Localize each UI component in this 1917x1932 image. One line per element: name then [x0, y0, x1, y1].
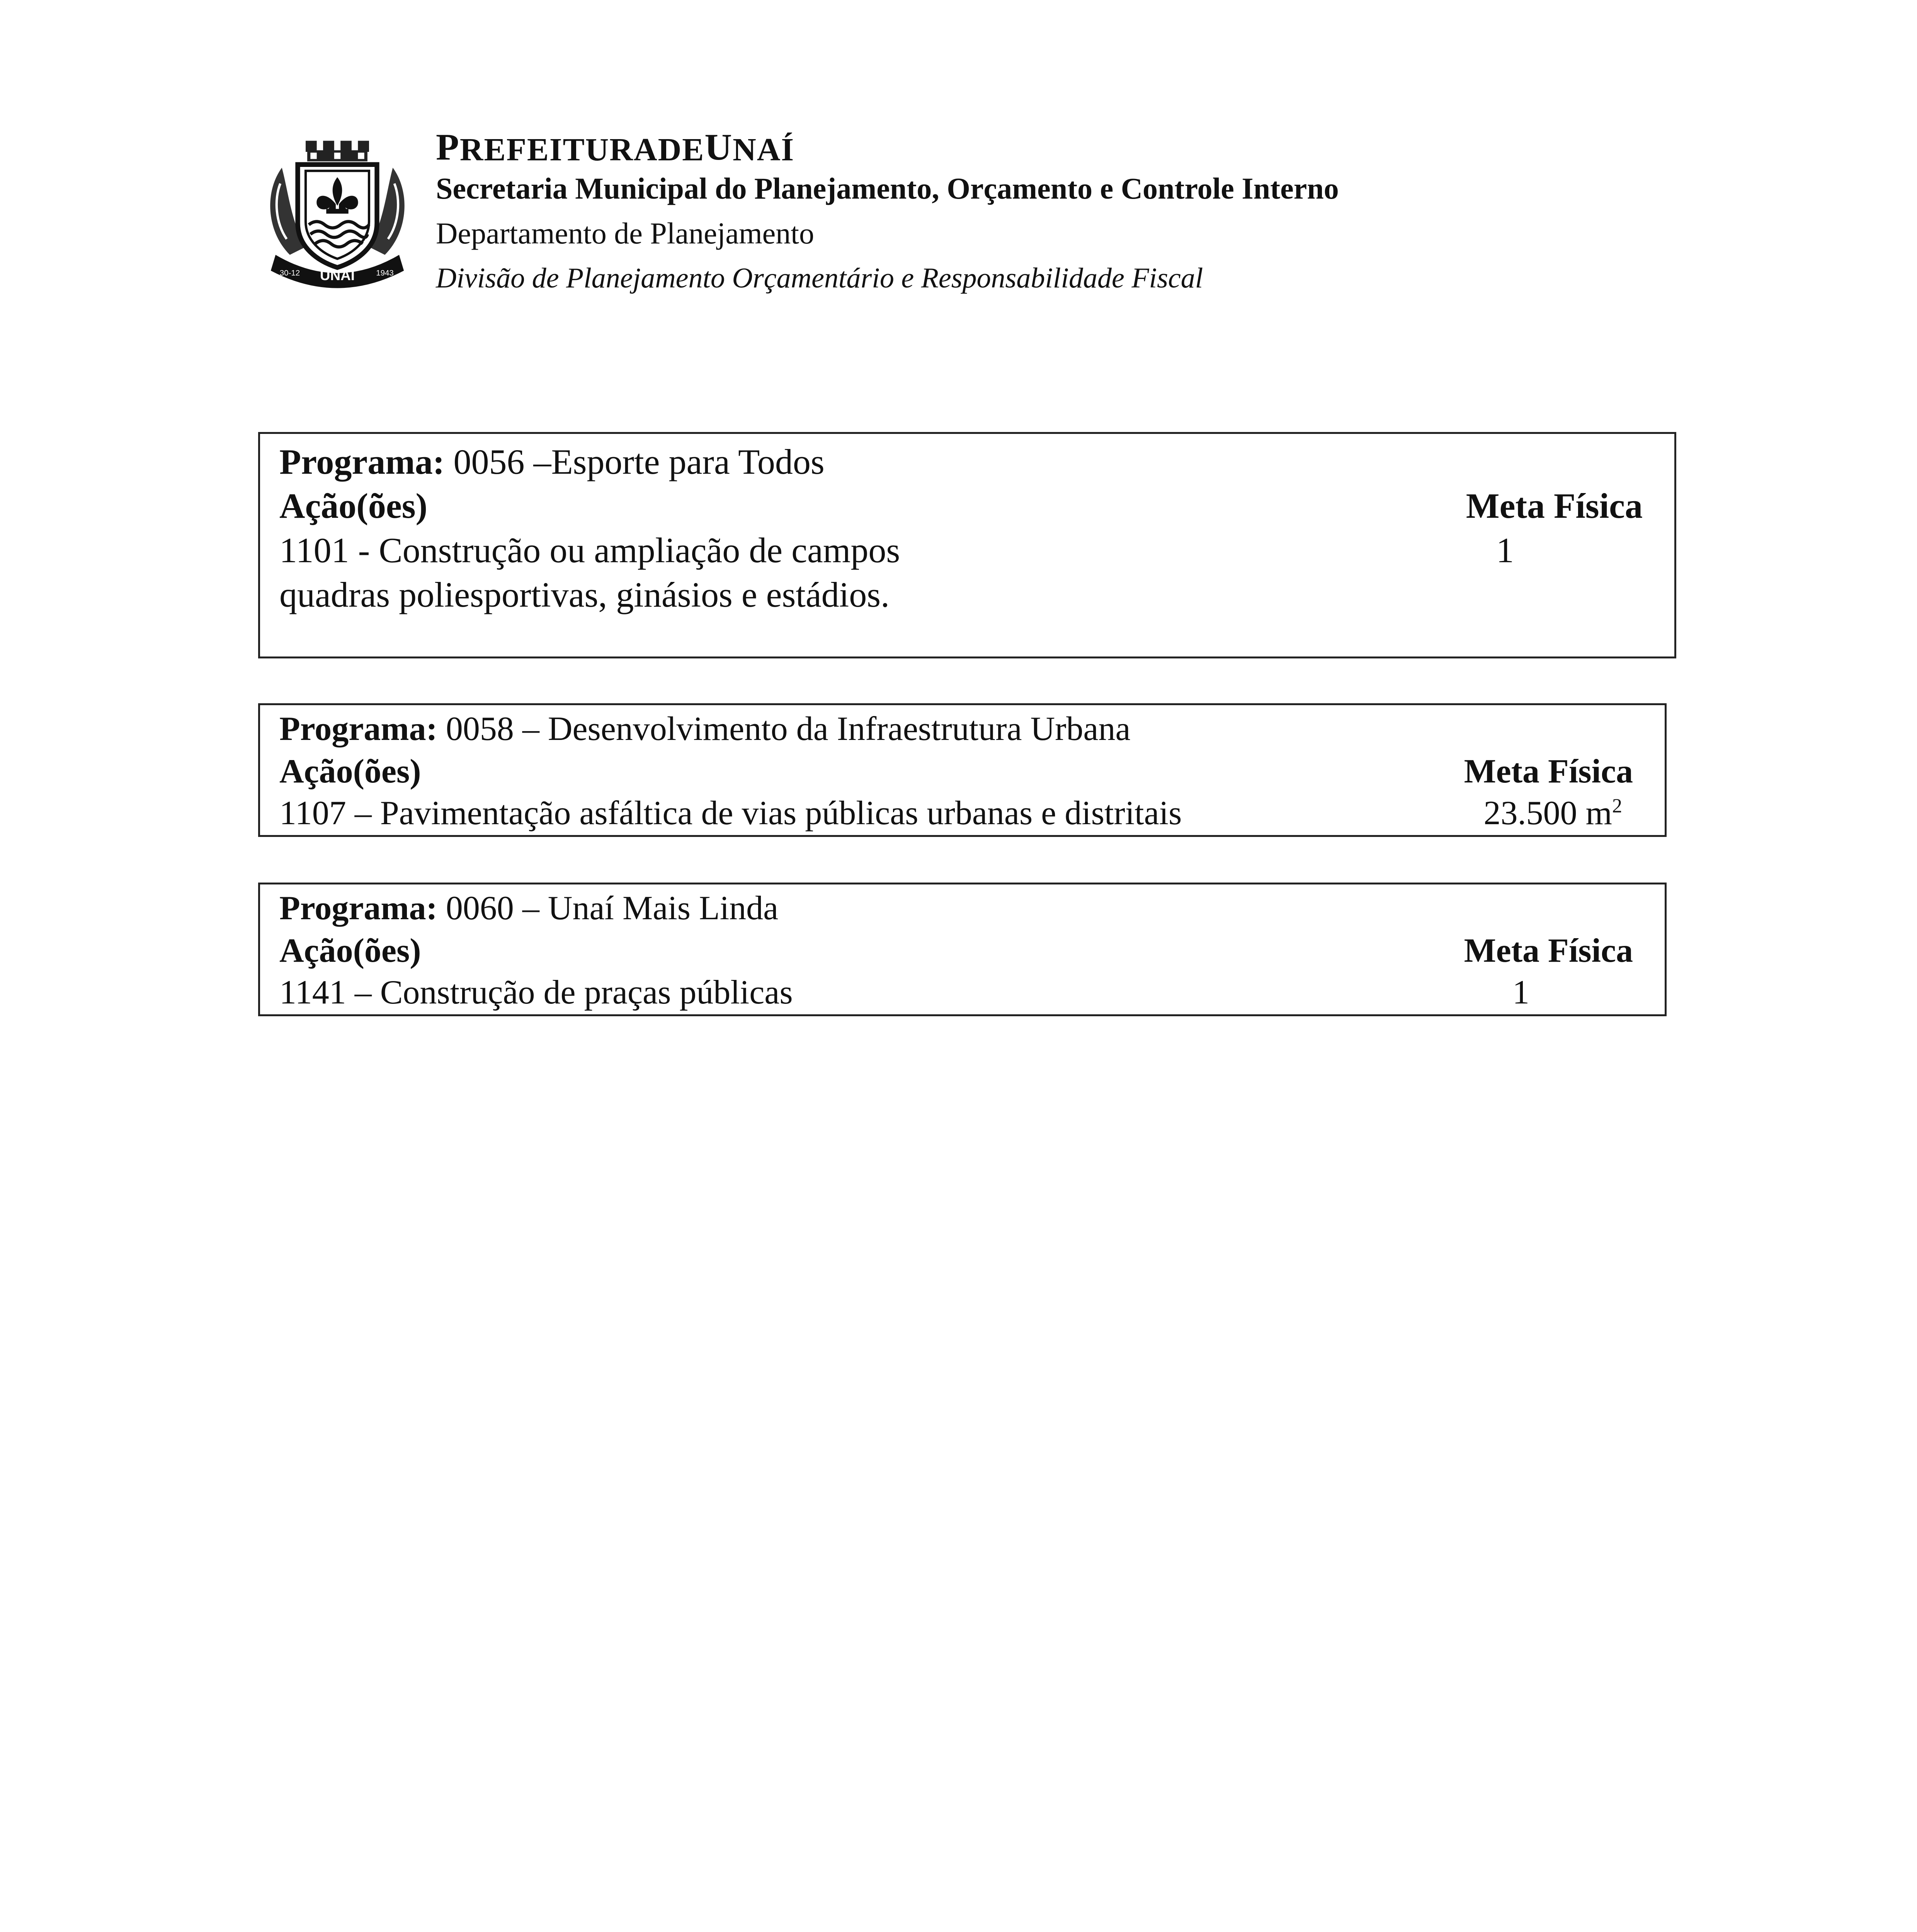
- action-line-continued: [279, 577, 1655, 612]
- program-box-0058: [258, 703, 1667, 837]
- crest-year-left: 30-12: [279, 268, 300, 277]
- meta-fisica-value: 1: [1512, 974, 1529, 1011]
- programa-label: Programa:: [279, 889, 437, 927]
- prefeitura-title: P REFEITURA D E U NAÍ: [436, 126, 795, 168]
- acoes-label: Ação(ões): [279, 932, 421, 969]
- meta-value-number: 23.500 m: [1483, 794, 1612, 832]
- programa-value: 0060 – Unaí Mais Linda: [437, 889, 779, 927]
- programa-value: 0056 –Esporte para Todos: [444, 442, 825, 481]
- letterhead: [436, 123, 1595, 301]
- action-line: [279, 796, 1645, 830]
- action-text: 1141 – Construção de praças públicas: [279, 974, 793, 1011]
- programa-line: [279, 712, 1645, 746]
- meta-fisica-value: 1: [1496, 531, 1514, 570]
- crest-year-right: 1943: [376, 268, 394, 277]
- divisao-name: Divisão de Planejamento Orçamentário e Responsabilidade Fiscal: [436, 262, 1203, 294]
- acoes-header-line: [279, 488, 1655, 524]
- acoes-label: Ação(ões): [279, 753, 421, 790]
- meta-fisica-label: Meta Física: [1464, 753, 1633, 790]
- acoes-label: Ação(ões): [279, 486, 428, 526]
- action-text: 1101 - Construção ou ampliação de campos: [279, 531, 900, 570]
- program-box-0060: [258, 883, 1667, 1016]
- programa-label: Programa:: [279, 710, 437, 748]
- programa-label: Programa:: [279, 442, 445, 481]
- action-line: [279, 976, 1645, 1010]
- departamento-name: Departamento de Planejamento: [436, 216, 814, 250]
- meta-fisica-label: Meta Física: [1466, 486, 1643, 526]
- program-box-0056: [258, 432, 1676, 658]
- crest-banner-text: UNAÍ: [320, 267, 355, 284]
- programa-value: 0058 – Desenvolvimento da Infraestrutura Urbana: [437, 710, 1131, 748]
- acoes-header-line: [279, 934, 1645, 968]
- meta-unit-superscript: 2: [1612, 795, 1622, 817]
- acoes-header-line: [279, 755, 1645, 789]
- action-line: [279, 532, 1655, 568]
- meta-fisica-value: [1484, 796, 1622, 830]
- municipal-coat-of-arms-icon: [258, 136, 417, 294]
- programa-line: [279, 444, 1655, 480]
- meta-fisica-label: Meta Física: [1464, 932, 1633, 969]
- programa-line: [279, 891, 1645, 925]
- action-text: 1107 – Pavimentação asfáltica de vias públicas urbanas e distritais: [279, 794, 1182, 832]
- secretaria-name: Secretaria Municipal do Planejamento, Orçamento e Controle Interno: [436, 172, 1339, 205]
- action-text-continued: quadras poliesportivas, ginásios e estádios.: [279, 575, 890, 614]
